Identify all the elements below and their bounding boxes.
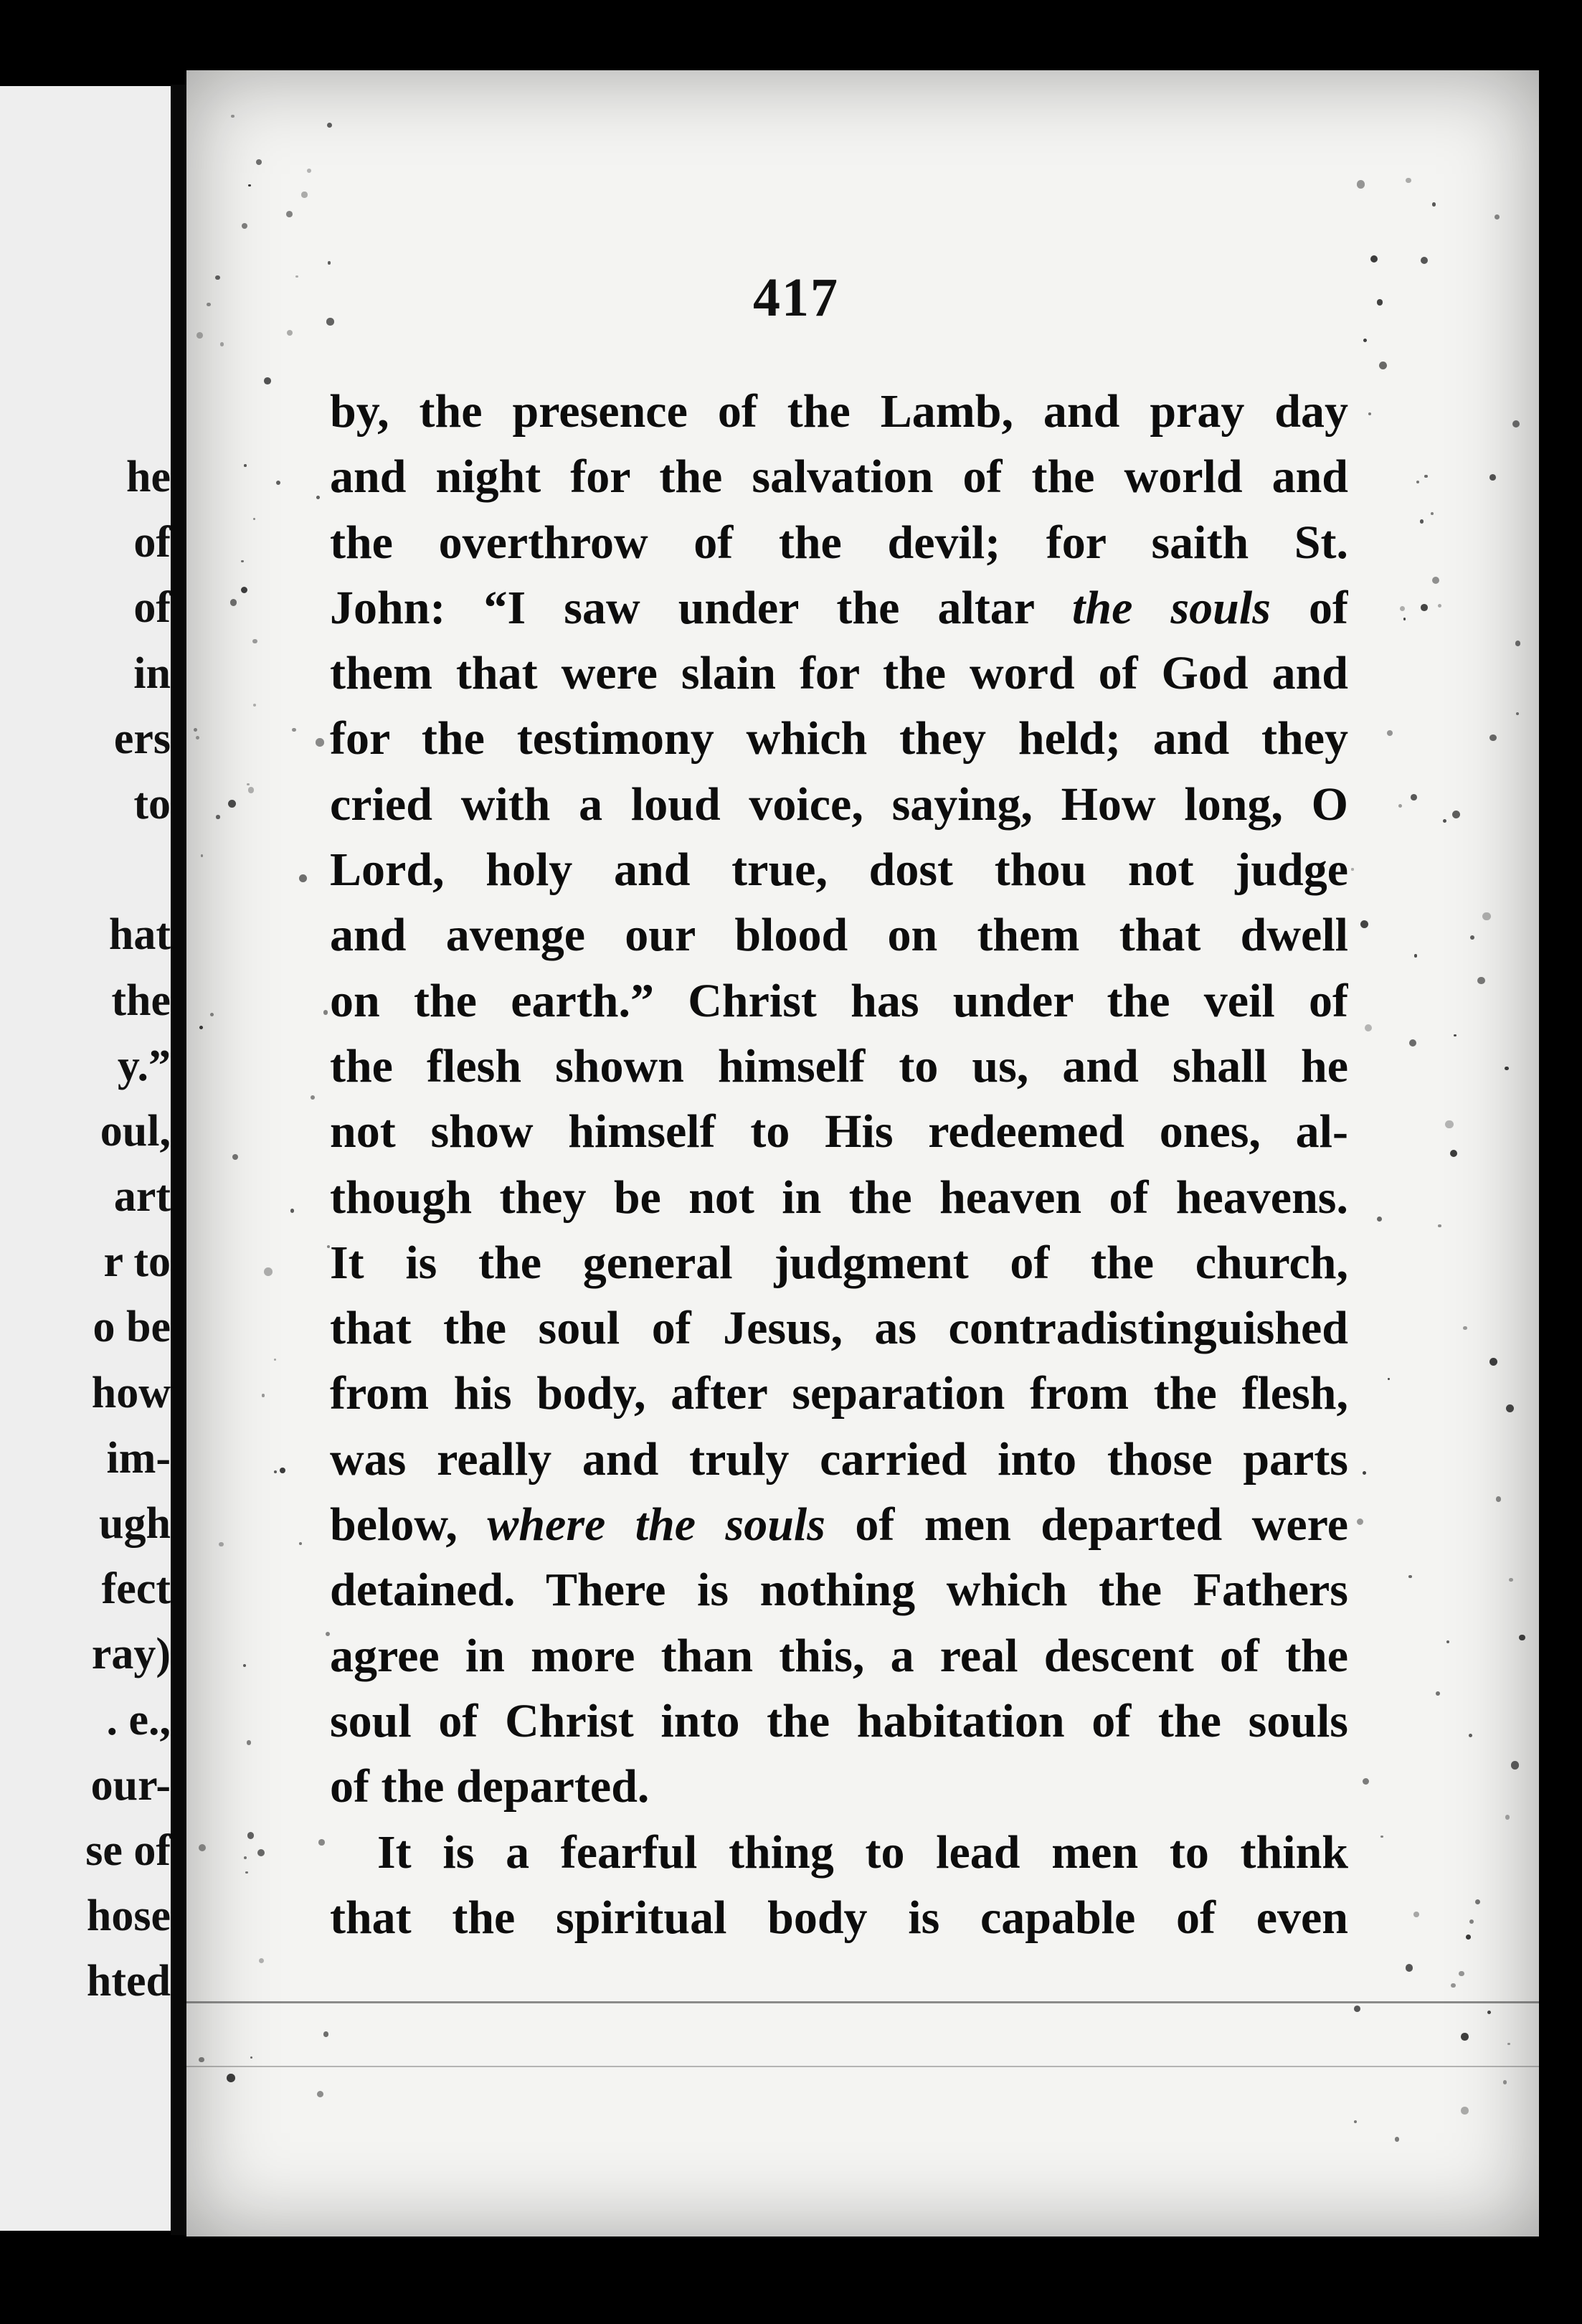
left-fragment-word: hose (86, 1891, 171, 1941)
left-fragment-word: he (126, 453, 171, 501)
left-fragment-word: ugh (99, 1499, 171, 1548)
scan-speck (1482, 912, 1490, 920)
text-line (330, 1492, 1348, 1557)
text-line (330, 1754, 1348, 1819)
scan-speck (1379, 362, 1387, 369)
scan-speck (1443, 819, 1446, 823)
text-line (330, 772, 1348, 837)
scan-speck (194, 728, 197, 732)
scan-speck (241, 560, 244, 563)
scan-speck (1506, 1404, 1514, 1412)
text-segment: that the spiritual body is capable of even (330, 1891, 1348, 1944)
left-fragment-word: oul, (100, 1106, 171, 1156)
text-segment: though they be not in the heaven of heavens. (330, 1171, 1348, 1224)
scan-speck (262, 1394, 265, 1397)
scan-speck (1377, 1217, 1382, 1222)
text-line (330, 1557, 1348, 1622)
text-segment: cried with a loud voice, saying, How long, O (330, 778, 1348, 831)
text-line (330, 444, 1348, 509)
text-segment: on the earth.” Christ has under the veil of (330, 974, 1348, 1027)
scan-speck (290, 1209, 294, 1212)
scan-speck (1380, 1836, 1383, 1838)
scan-speck (1413, 1912, 1419, 1917)
scan-speck (1495, 214, 1500, 219)
scan-speck (1398, 804, 1402, 808)
text-segment: by, the presence of the Lamb, and pray day (330, 385, 1348, 438)
text-segment: John: “I saw under the altar (330, 581, 1073, 634)
left-fragment-word: r to (103, 1237, 171, 1287)
scan-speck (1406, 178, 1411, 183)
scan-speck (1388, 1378, 1390, 1380)
scan-speck (1505, 1815, 1510, 1819)
book-gutter (171, 85, 186, 2235)
left-fragment-word: hat (108, 910, 171, 960)
scan-speck (1451, 1983, 1455, 1988)
page-edge-line (186, 2001, 1539, 2003)
text-line (330, 1688, 1348, 1754)
left-fragment-word: to (133, 779, 171, 828)
scan-speck (1395, 2137, 1400, 2142)
text-line (330, 1165, 1348, 1230)
scan-speck (1489, 474, 1496, 481)
scan-speck (1454, 1034, 1457, 1037)
scan-speck (311, 1095, 315, 1100)
text-line (330, 1295, 1348, 1361)
left-fragment-word: im- (106, 1433, 171, 1483)
scan-speck (1357, 180, 1365, 189)
scan-speck (1445, 1120, 1453, 1128)
scan-speck (1416, 481, 1419, 483)
scan-speck (299, 1542, 302, 1545)
text-line (330, 1623, 1348, 1688)
text-segment: below, (330, 1498, 488, 1551)
text-line (330, 510, 1348, 575)
text-segment: of the departed. (330, 1760, 650, 1813)
text-line (330, 1361, 1348, 1426)
scan-speck (1466, 1935, 1471, 1940)
scan-speck (280, 1468, 285, 1473)
text-segment: It is the general judgment of the church, (330, 1236, 1348, 1289)
text-line (330, 706, 1348, 771)
scan-speck (1370, 255, 1378, 263)
scan-speck (248, 184, 251, 187)
text-segment: It is a fearful thing to lead men to think (377, 1825, 1348, 1879)
scan-speck (1424, 475, 1428, 478)
left-fragment-word: of (133, 583, 171, 633)
text-segment: of men departed were (825, 1498, 1348, 1551)
text-line (330, 1885, 1348, 1950)
scan-speck (247, 1832, 255, 1839)
text-segment: soul of Christ into the habitation of the souls (330, 1694, 1348, 1747)
scan-speck (1436, 1691, 1440, 1696)
scan-speck (257, 1849, 265, 1856)
scan-speck (245, 1871, 248, 1874)
left-fragment-word: hted (86, 1957, 171, 2006)
scan-speck (327, 123, 332, 128)
text-segment: the flesh shown himself to us, and shall he (330, 1039, 1348, 1092)
scan-speck (1461, 2033, 1468, 2040)
scan-speck (1365, 1024, 1372, 1031)
scan-speck (1406, 1964, 1413, 1972)
text-segment: and avenge our blood on them that dwell (330, 909, 1348, 962)
left-fragment-word: art (113, 1172, 171, 1222)
scan-speck (1463, 1326, 1467, 1331)
page-edge-line (186, 2066, 1539, 2067)
left-fragment-word: ray) (91, 1630, 171, 1679)
page-number: 417 (753, 268, 839, 328)
scan-speck (326, 318, 334, 326)
scan-speck (1420, 519, 1424, 524)
scan-speck (1469, 1919, 1474, 1924)
scan-speck (1496, 1496, 1502, 1502)
scan-speck (259, 1958, 264, 1963)
scan-speck (196, 332, 203, 339)
text-segment: from his body, after separation from the flesh, (330, 1367, 1348, 1420)
text-line (330, 1034, 1348, 1099)
scan-speck (274, 1470, 277, 1473)
scan-speck (248, 787, 254, 793)
scan-speck (1403, 618, 1406, 620)
text-segment: was really and truly carried into those parts (330, 1432, 1348, 1485)
text-segment: Lord, holy and true, dost thou not judge (330, 844, 1348, 897)
scan-speck (1503, 2080, 1507, 2084)
scan-speck (328, 261, 331, 265)
scan-speck (1387, 730, 1393, 736)
text-segment: not show himself to His redeemed ones, al- (330, 1105, 1348, 1158)
scan-speck (1475, 1899, 1480, 1904)
text-line (330, 902, 1348, 968)
text-segment: them that were slain for the word of God and (330, 647, 1348, 700)
text-line (330, 968, 1348, 1034)
scan-speck (274, 1359, 276, 1361)
text-line (330, 641, 1348, 706)
scan-speck (232, 1154, 238, 1160)
left-fragment-word: the (111, 976, 171, 1025)
text-line (330, 1427, 1348, 1492)
scan-speck (264, 377, 271, 384)
left-fragment-word: y.” (117, 1041, 171, 1090)
scan-speck (1363, 1471, 1366, 1475)
scan-speck (215, 275, 219, 280)
body-text (330, 379, 1348, 1950)
left-page-text-fragment (0, 445, 171, 2015)
scan-speck (307, 169, 311, 173)
scan-speck (199, 1026, 203, 1029)
left-fragment-word: . e., (106, 1695, 171, 1744)
text-segment: detained. There is nothing which the Fathers (330, 1564, 1348, 1617)
scan-speck (1505, 1067, 1508, 1070)
scan-speck (216, 815, 219, 818)
scan-speck (323, 1010, 328, 1015)
scan-speck (1446, 1640, 1449, 1643)
scan-speck (230, 599, 237, 605)
scan-speck (1477, 977, 1484, 984)
scan-speck (244, 464, 247, 467)
text-line (330, 1230, 1348, 1295)
scan-speck (316, 496, 320, 499)
scan-speck (1421, 257, 1428, 264)
scan-speck (1409, 1039, 1416, 1047)
text-segment: agree in more than this, a real descent of the (330, 1629, 1348, 1682)
text-line (330, 837, 1348, 902)
scan-speck (264, 1267, 273, 1276)
scan-speck (1461, 2107, 1468, 2114)
scan-speck (1438, 1224, 1441, 1227)
left-fragment-word (0, 837, 171, 902)
scan-speck (301, 192, 307, 197)
text-line (330, 379, 1348, 444)
left-fragment-word: se of (85, 1825, 171, 1875)
scan-speck (1421, 604, 1428, 611)
scan-speck (1351, 868, 1353, 870)
scan-speck (1411, 794, 1417, 800)
left-fragment-word: fect (101, 1564, 171, 1614)
left-fragment-word: our- (90, 1760, 171, 1810)
scan-speck (227, 2074, 235, 2082)
scan-speck (1432, 202, 1436, 206)
left-fragment-word: how (91, 1368, 171, 1417)
left-fragment-word: in (133, 648, 171, 698)
scan-speck (1354, 2120, 1357, 2123)
scan-speck (299, 874, 307, 882)
text-segment: of (1270, 581, 1348, 634)
text-segment: for the testimony which they held; and they (330, 712, 1348, 765)
scan-speck (253, 518, 255, 520)
left-page-fragment (0, 86, 171, 2231)
text-segment: the overthrow of the devil; for saith St. (330, 516, 1348, 569)
scan-speck (207, 303, 211, 307)
scan-speck (1507, 2043, 1510, 2045)
text-line (330, 575, 1348, 641)
scan-speck (1511, 1761, 1520, 1770)
text-segment: that the soul of Jesus, as contradistinguished (330, 1302, 1348, 1355)
left-fragment-word: o be (93, 1303, 171, 1352)
italic-text: the souls (1072, 581, 1271, 634)
scan-speck (1512, 420, 1520, 428)
italic-text: where the souls (487, 1498, 825, 1551)
left-fragment-word: ers (113, 714, 171, 763)
scan-speck (286, 211, 293, 217)
scan-speck (1509, 1578, 1512, 1582)
text-line (330, 1820, 1348, 1885)
text-line (330, 1099, 1348, 1164)
scan-speck (228, 800, 236, 808)
text-segment: and night for the salvation of the world and (330, 450, 1348, 504)
scan-speck (244, 1856, 247, 1859)
left-fragment-word: of (133, 518, 171, 567)
scan-speck (316, 738, 324, 747)
scan-speck (318, 1839, 325, 1846)
